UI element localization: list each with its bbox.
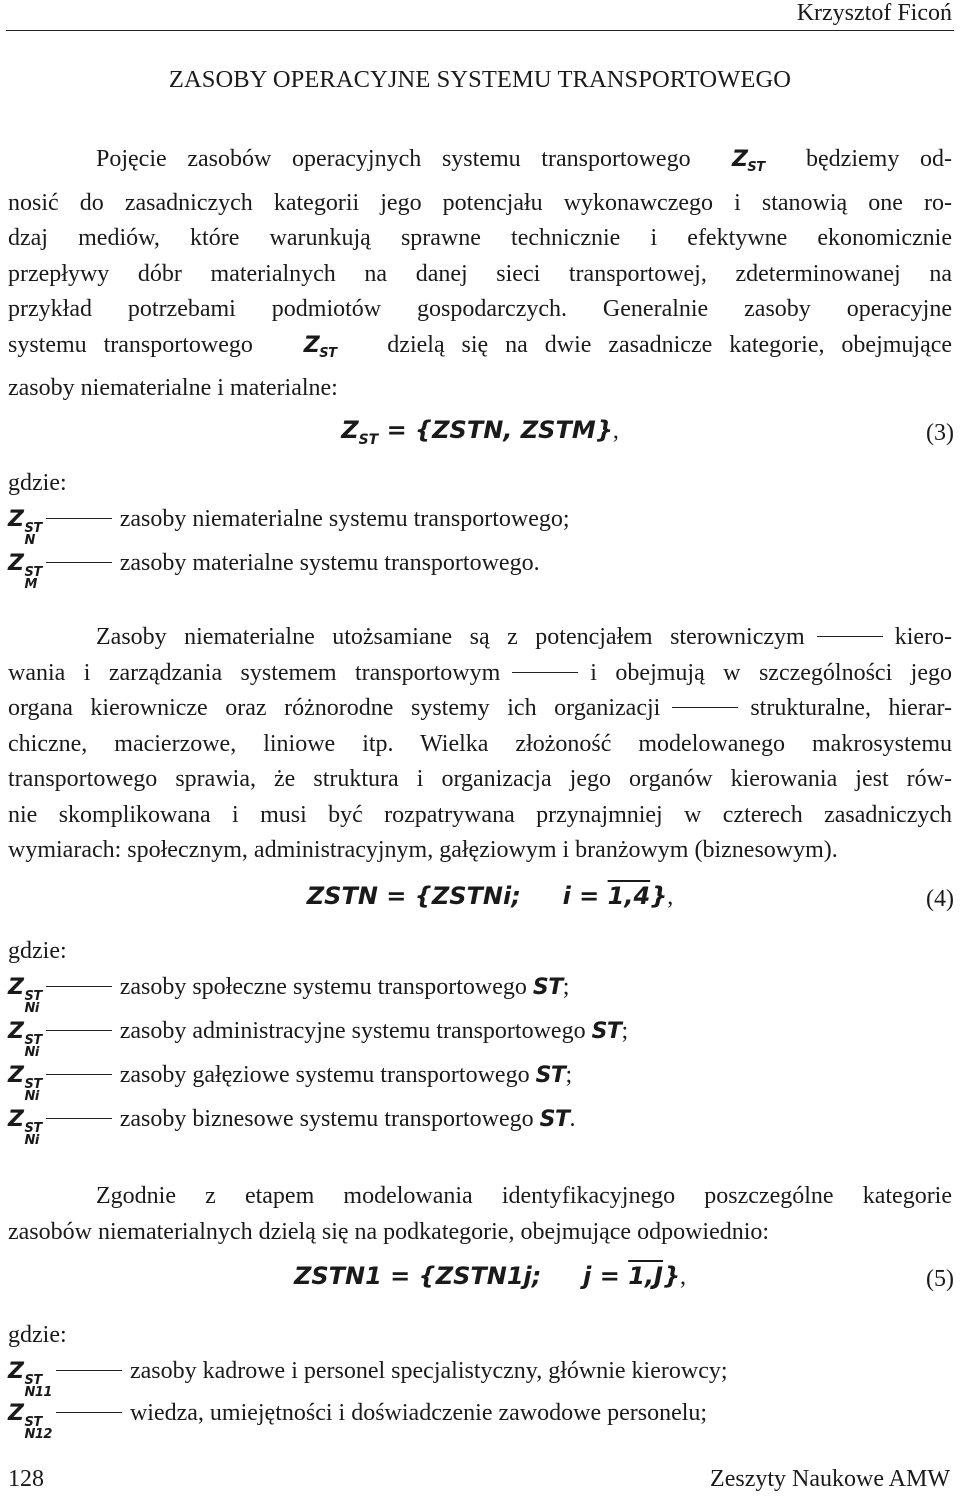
page-number: 128 — [8, 1466, 44, 1492]
p1-line6b: dzielą się na dwie zasadnicze kategorie, obejmujące — [387, 331, 953, 358]
em-dash — [817, 636, 883, 637]
equation-4: ZSTN = {ZSTNi; i = 1,4}, — [306, 882, 674, 910]
p1-line2: nosić do zasadniczych kategorii jego potencjału wykonawczego i stanowią one ro- — [8, 189, 952, 216]
equation-5-number: (5) — [926, 1266, 954, 1292]
paragraph-1 — [8, 142, 952, 407]
paragraph-3: Zgodnie z etapem modelowania identyfikacyjnego poszczególne kategorie zasobów niematerialnych dzielą się na podkategorie, obejmujące odpowiednio: — [8, 1183, 952, 1245]
definition-z-n3: Z ST Ni zasoby gałęziowe systemu transportowego ST; — [8, 1062, 573, 1104]
symbol-z-st: $Z_{ST}$ — [731, 147, 765, 175]
symbol-z-st: $Z_{ST}$ — [303, 332, 337, 361]
em-dash — [46, 562, 112, 563]
paragraph-2: Zasoby niematerialne utożsamiane są z potencjałem sterowniczym kiero- wania i zarządzania systemem transportowym i obejmują w szczególności jego organa kierownicze oraz różnorodne systemy ich organizacji strukturalne, hierar- chiczne, macierzowe, liniowe itp. Wielka złożoność modelowanego makrosystemu transportowego sprawia, że struktura i organizacja jego organów kierowania jest rów- nie skomplikowana i musi być rozpatrywana przynajmniej w czterech zasadniczych wymiarach: społecznym, administracyjnym, gałęziowym i branżowym (biznesowym). — [8, 624, 952, 863]
p1-line7: zasoby niematerialne i materialne: — [8, 375, 338, 401]
em-dash — [46, 518, 112, 519]
definition-z-n4: Z ST Ni zasoby biznesowe systemu transportowego ST. — [8, 1106, 576, 1148]
where-label-3: gdzie: — [8, 470, 67, 496]
running-header-author: Krzysztof Ficoń — [796, 0, 952, 26]
definition-z-n: Z ST N zasoby niematerialne systemu transportowego; — [8, 506, 570, 548]
equation-4-number: (4) — [926, 886, 954, 912]
where-label-5: gdzie: — [8, 1322, 67, 1348]
journal-name: Zeszyty Naukowe AMW — [710, 1466, 950, 1492]
symbol-z-n-st: Z ST N — [8, 507, 42, 548]
equation-5: ZSTN1 = {ZSTN1j; j = 1,J}, — [293, 1262, 687, 1290]
p1-line3: dzaj mediów, które warunkują sprawne technicznie i efektywne ekonomicznie — [8, 225, 952, 251]
equation-3-number: (3) — [926, 420, 954, 446]
header-rule — [6, 30, 954, 31]
p1-line6a: systemu transportowego — [8, 331, 253, 358]
em-dash — [512, 672, 578, 673]
definition-z-n2: Z ST Ni zasoby administracyjne systemu transportowego ST; — [8, 1018, 629, 1060]
equation-3: $Z_{ST}$ = {ZSTN, ZSTM}, — [341, 416, 619, 448]
section-title: ZASOBY OPERACYJNE SYSTEMU TRANSPORTOWEGO — [168, 66, 792, 93]
definition-z-n1: Z ST Ni zasoby społeczne systemu transportowego ST; — [8, 974, 570, 1016]
definition-z-n11: Z ST N11 zasoby kadrowe i personel specjalistyczny, głównie kierowcy; — [8, 1358, 728, 1400]
where-label-4: gdzie: — [8, 938, 67, 964]
definition-z-m: Z ST M zasoby materialne systemu transportowego. — [8, 550, 540, 592]
p1-line1b: będziemy od- — [806, 146, 953, 172]
p1-line1a: Pojęcie zasobów operacyjnych systemu transportowego — [96, 146, 691, 172]
definition-z-n12: Z ST N12 wiedza, umiejętności i doświadczenie zawodowe personelu; — [8, 1400, 708, 1442]
symbol-z-m-st: Z ST M — [8, 551, 42, 592]
em-dash — [672, 707, 738, 708]
p1-line4: przepływy dóbr materialnych na danej sieci transportowej, zdeterminowanej na — [8, 260, 952, 287]
p1-line5: przykład potrzebami podmiotów gospodarczych. Generalnie zasoby operacyjne — [8, 296, 952, 322]
